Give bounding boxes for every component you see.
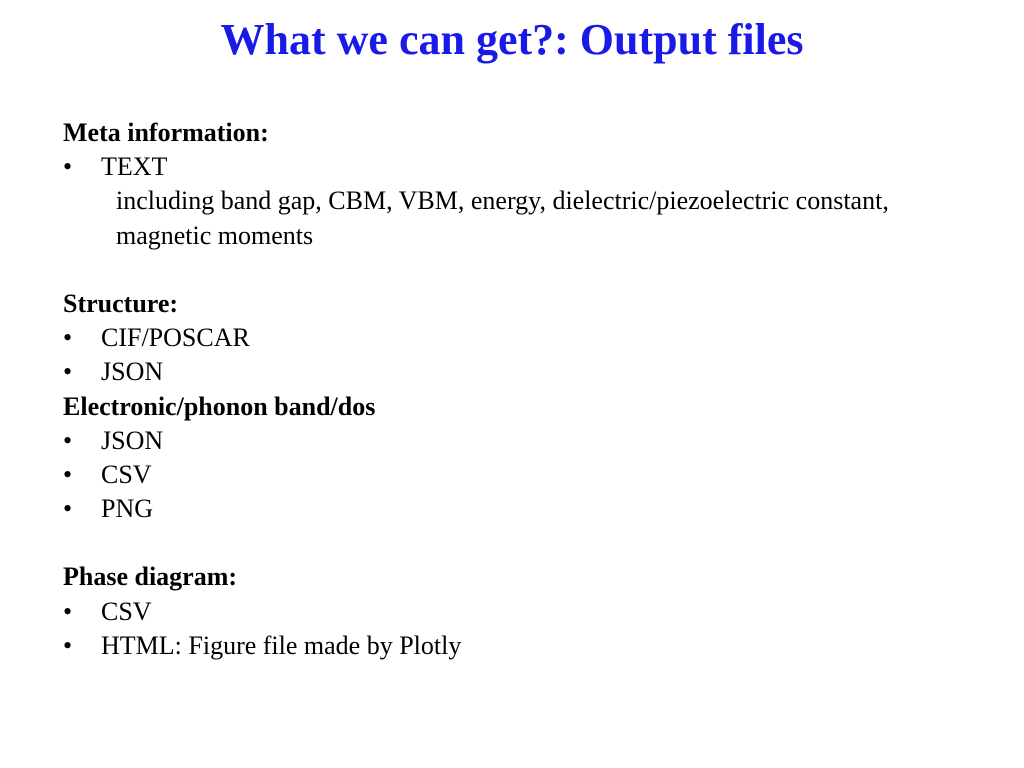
meta-information-heading: Meta information: xyxy=(63,118,269,147)
bullet-label: CSV xyxy=(101,459,152,489)
spacer xyxy=(63,526,1003,560)
bullet-label: CIF/POSCAR xyxy=(101,323,250,353)
bullet-icon: • xyxy=(63,152,73,182)
meta-detail-line-1: including band gap, CBM, VBM, energy, dielectric/piezoelectric constant, xyxy=(116,186,889,216)
bullet-icon: • xyxy=(63,459,73,489)
bullet-item-json xyxy=(63,355,1003,389)
spacer xyxy=(63,253,1003,287)
bullet-item-cif-poscar xyxy=(63,321,1003,355)
bullet-label: HTML: Figure file made by Plotly xyxy=(101,630,462,660)
band-dos-heading: Electronic/phonon band/dos xyxy=(63,391,376,421)
bullet-item-png xyxy=(63,492,1003,526)
bullet-icon: • xyxy=(63,630,73,660)
bullet-item-csv xyxy=(63,595,1003,629)
bullet-label: JSON xyxy=(101,425,164,455)
bullet-label: TEXT xyxy=(101,152,168,182)
slide-title: What we can get?: Output files xyxy=(220,15,804,64)
bullet-item-json xyxy=(63,424,1003,458)
bullet-icon: • xyxy=(63,323,73,353)
phase-diagram-heading: Phase diagram: xyxy=(63,562,238,592)
slide-body xyxy=(63,116,1003,663)
bullet-item-text xyxy=(63,150,1003,184)
bullet-item-csv xyxy=(63,458,1003,492)
bullet-icon: • xyxy=(63,357,73,387)
meta-detail-line-2: magnetic moments xyxy=(116,220,314,250)
bullet-icon: • xyxy=(63,596,73,626)
bullet-icon: • xyxy=(63,425,73,455)
bullet-icon: • xyxy=(63,494,73,524)
structure-heading: Structure: xyxy=(63,288,179,318)
bullet-item-html xyxy=(63,629,1003,663)
bullet-label: PNG xyxy=(101,494,154,524)
bullet-label: JSON xyxy=(101,357,164,387)
bullet-label: CSV xyxy=(101,596,152,626)
